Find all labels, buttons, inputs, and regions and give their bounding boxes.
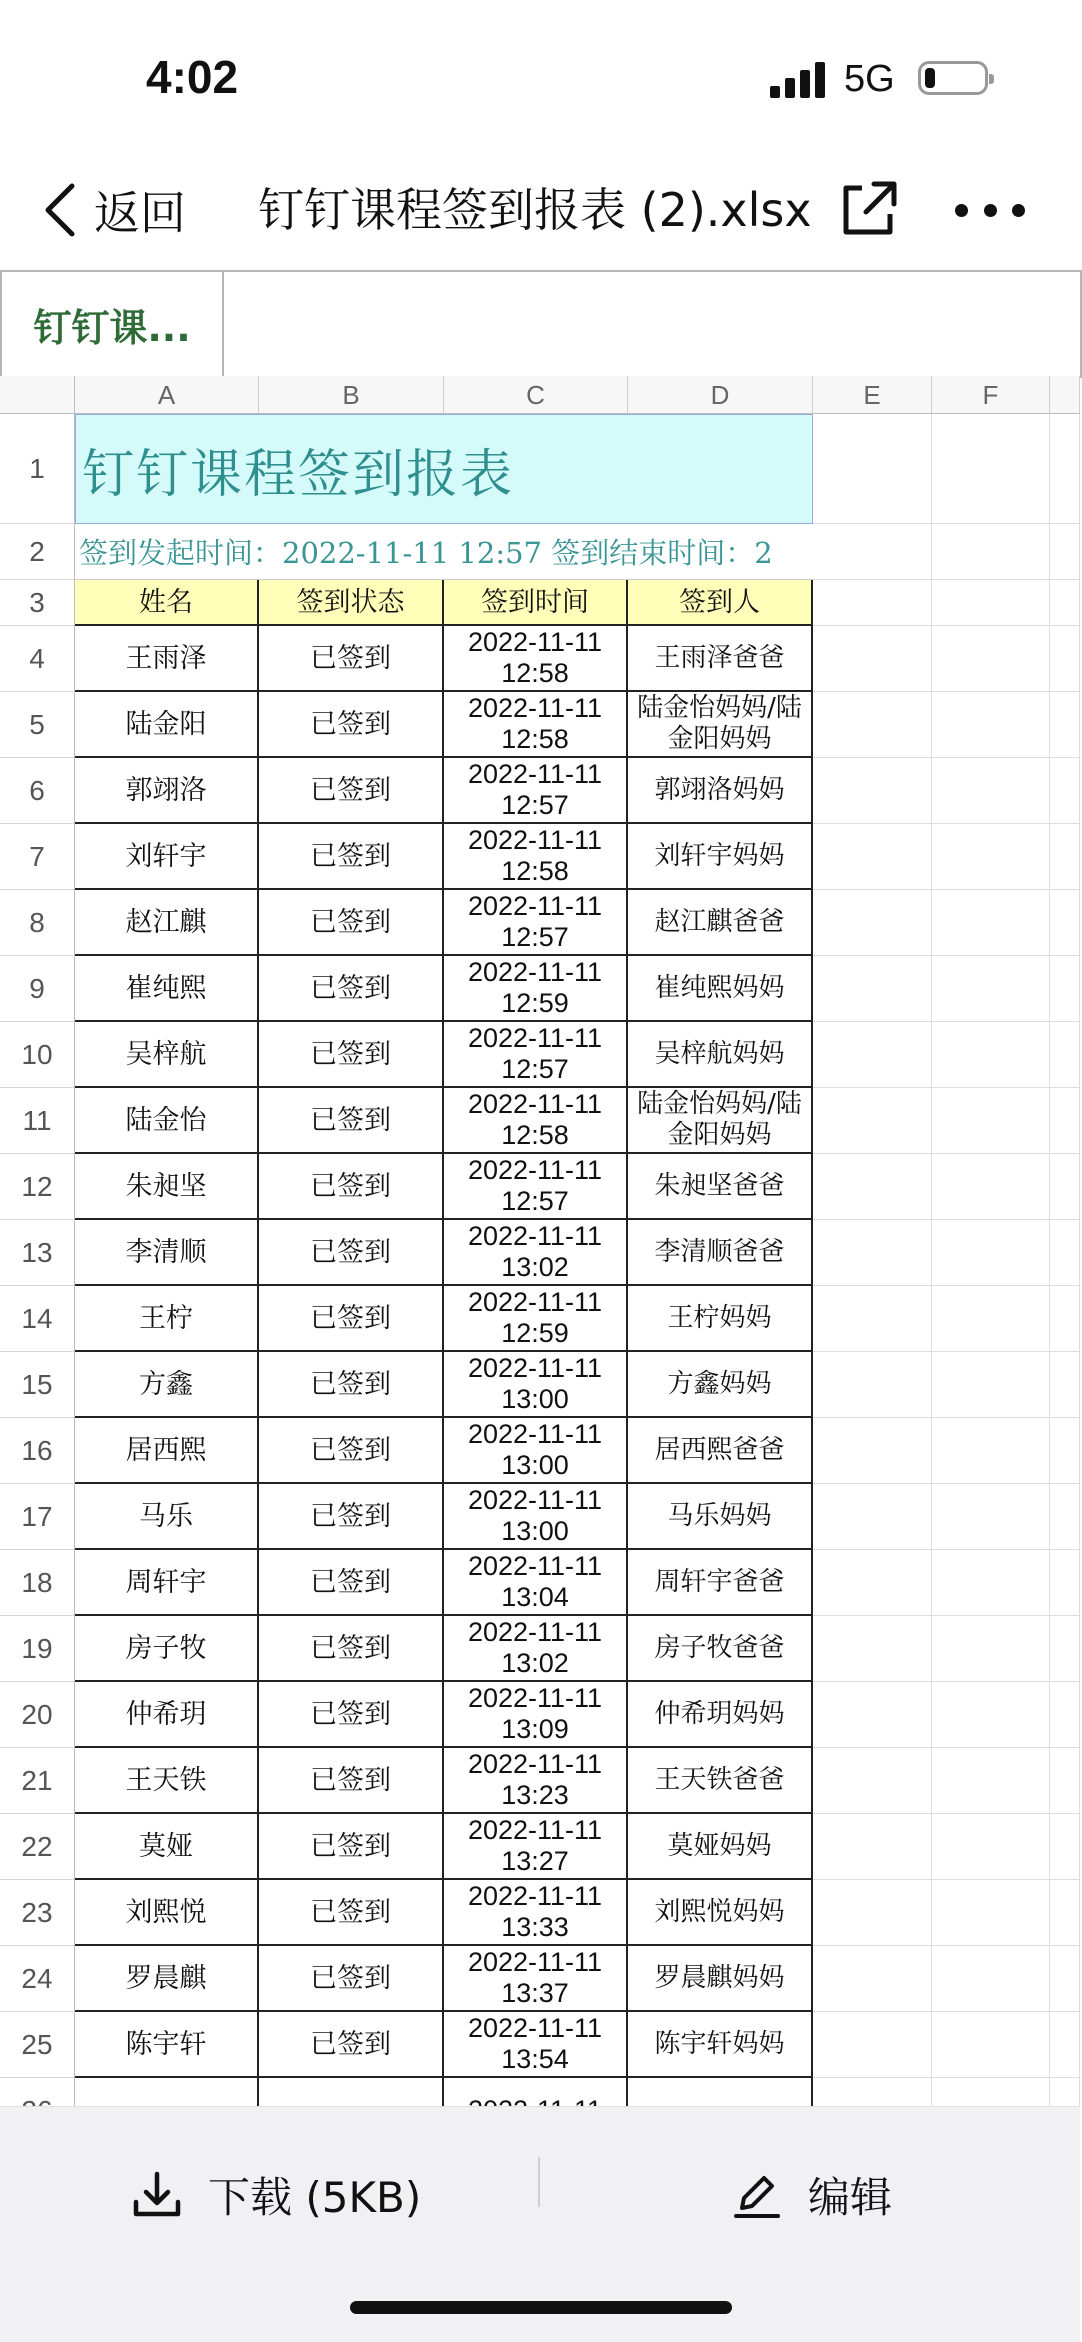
- table-cell-name[interactable]: 马乐: [75, 1484, 259, 1550]
- empty-cell[interactable]: [932, 758, 1050, 824]
- row-header[interactable]: 8: [0, 890, 75, 956]
- table-cell-name[interactable]: 陈宇轩: [75, 2012, 259, 2078]
- status-bar: [0, 0, 1080, 150]
- table-cell-time[interactable]: 2022-11-11 13:04: [444, 1550, 628, 1616]
- row-header[interactable]: 18: [0, 1550, 75, 1616]
- row-header[interactable]: 16: [0, 1418, 75, 1484]
- empty-cell[interactable]: [813, 1154, 932, 1220]
- row-header[interactable]: 23: [0, 1880, 75, 1946]
- table-cell-time[interactable]: 2022-11-11 13:54: [444, 2012, 628, 2078]
- table-cell-person[interactable]: 王柠妈妈: [628, 1286, 813, 1352]
- table-header-cell[interactable]: 签到时间: [444, 580, 628, 626]
- table-cell-person[interactable]: 莫娅妈妈: [628, 1814, 813, 1880]
- empty-cell[interactable]: [1050, 1022, 1080, 1088]
- table-cell-name[interactable]: 崔纯熙: [75, 956, 259, 1022]
- empty-cell[interactable]: [1050, 1550, 1080, 1616]
- empty-cell[interactable]: [932, 1682, 1050, 1748]
- table-cell-person[interactable]: 罗晨麒妈妈: [628, 1946, 813, 2012]
- empty-cell[interactable]: [1050, 414, 1080, 524]
- table-cell-name[interactable]: 郭翊洛: [75, 758, 259, 824]
- row-header[interactable]: 12: [0, 1154, 75, 1220]
- row-header[interactable]: 14: [0, 1286, 75, 1352]
- empty-cell[interactable]: [932, 1748, 1050, 1814]
- back-label: 返回: [94, 186, 186, 240]
- download-label: 下载 (5KB): [208, 2173, 422, 2222]
- table-cell-time[interactable]: 2022-11-11 12:58: [444, 626, 628, 692]
- empty-cell[interactable]: [813, 1022, 932, 1088]
- pencil-icon: [730, 2168, 784, 2222]
- table-cell-status[interactable]: 已签到: [259, 956, 444, 1022]
- table-cell-person[interactable]: 崔纯熙妈妈: [628, 956, 813, 1022]
- table-cell-status[interactable]: 已签到: [259, 1286, 444, 1352]
- table-cell-status[interactable]: 已签到: [259, 626, 444, 692]
- row-header[interactable]: 19: [0, 1616, 75, 1682]
- empty-cell[interactable]: [813, 1946, 932, 2012]
- empty-cell[interactable]: [813, 1418, 932, 1484]
- empty-cell[interactable]: [932, 1484, 1050, 1550]
- row-header-2[interactable]: 2: [0, 524, 75, 580]
- table-cell-name[interactable]: 王天铁: [75, 1748, 259, 1814]
- row-header[interactable]: 17: [0, 1484, 75, 1550]
- empty-cell[interactable]: [932, 1022, 1050, 1088]
- row-header[interactable]: 6: [0, 758, 75, 824]
- table-cell-status[interactable]: 已签到: [259, 890, 444, 956]
- table-cell-person[interactable]: 马乐妈妈: [628, 1484, 813, 1550]
- empty-cell[interactable]: [932, 1616, 1050, 1682]
- empty-cell[interactable]: [932, 2012, 1050, 2078]
- table-cell-time[interactable]: 2022-11-11 12:58: [444, 1088, 628, 1154]
- empty-cell[interactable]: [813, 1352, 932, 1418]
- empty-cell[interactable]: [932, 1418, 1050, 1484]
- file-title: 钉钉课程签到报表 (2).xlsx: [258, 183, 812, 237]
- empty-cell[interactable]: [1050, 1484, 1080, 1550]
- table-cell-status[interactable]: 已签到: [259, 1616, 444, 1682]
- row-header[interactable]: 4: [0, 626, 75, 692]
- empty-cell[interactable]: [813, 824, 932, 890]
- edit-label: 编辑: [808, 2173, 893, 2222]
- empty-cell[interactable]: [932, 1352, 1050, 1418]
- table-cell-person[interactable]: 陆金怡妈妈/陆 金阳妈妈: [628, 692, 813, 758]
- table-cell-time[interactable]: 2022-11-11 13:00: [444, 1484, 628, 1550]
- empty-cell[interactable]: [813, 524, 932, 580]
- column-header-d[interactable]: D: [628, 376, 813, 414]
- signal-icon: [770, 62, 826, 98]
- table-cell-name[interactable]: 刘轩宇: [75, 824, 259, 890]
- network-label: 5G: [844, 58, 895, 100]
- table-cell-name[interactable]: 陆金阳: [75, 692, 259, 758]
- empty-cell[interactable]: [813, 758, 932, 824]
- table-cell-time[interactable]: 2022-11-11 13:02: [444, 1616, 628, 1682]
- row-header[interactable]: 10: [0, 1022, 75, 1088]
- empty-cell[interactable]: [932, 890, 1050, 956]
- table-cell-time[interactable]: 2022-11-11 13:33: [444, 1880, 628, 1946]
- sheet-tab[interactable]: 钉钉课...: [2, 272, 224, 376]
- table-cell-person[interactable]: 吴梓航妈妈: [628, 1022, 813, 1088]
- edit-button[interactable]: [730, 2157, 892, 2233]
- empty-cell[interactable]: [1050, 1286, 1080, 1352]
- table-cell-status[interactable]: 已签到: [259, 1220, 444, 1286]
- row-header[interactable]: 24: [0, 1946, 75, 2012]
- empty-cell[interactable]: [1050, 1088, 1080, 1154]
- table-cell-status[interactable]: 已签到: [259, 1550, 444, 1616]
- share-icon[interactable]: [836, 176, 900, 240]
- empty-cell[interactable]: [813, 692, 932, 758]
- report-info-cell[interactable]: 签到发起时间：2022-11-11 12:57 签到结束时间：2: [75, 524, 813, 580]
- empty-cell[interactable]: [813, 626, 932, 692]
- table-cell-name[interactable]: 赵江麒: [75, 890, 259, 956]
- empty-cell[interactable]: [813, 2012, 932, 2078]
- table-cell-status[interactable]: 已签到: [259, 1484, 444, 1550]
- empty-cell[interactable]: [1050, 758, 1080, 824]
- table-cell-time[interactable]: 2022-11-11 12:57: [444, 890, 628, 956]
- table-cell-status[interactable]: 已签到: [259, 1682, 444, 1748]
- row-header[interactable]: 20: [0, 1682, 75, 1748]
- empty-cell[interactable]: [932, 414, 1050, 524]
- table-cell-person[interactable]: 仲希玥妈妈: [628, 1682, 813, 1748]
- empty-cell[interactable]: [932, 1088, 1050, 1154]
- column-header-b[interactable]: B: [259, 376, 444, 414]
- table-cell-name[interactable]: 莫娅: [75, 1814, 259, 1880]
- table-cell-name[interactable]: 罗晨麒: [75, 1946, 259, 2012]
- table-cell-person[interactable]: 朱昶坚爸爸: [628, 1154, 813, 1220]
- table-cell-person[interactable]: 王雨泽爸爸: [628, 626, 813, 692]
- table-cell-time[interactable]: 2022-11-11 12:58: [444, 824, 628, 890]
- table-cell-time[interactable]: 2022-11-11 13:00: [444, 1418, 628, 1484]
- table-cell-name[interactable]: 陆金怡: [75, 1088, 259, 1154]
- table-cell-name[interactable]: 周轩宇: [75, 1550, 259, 1616]
- row-header-3[interactable]: 3: [0, 580, 75, 626]
- empty-cell[interactable]: [932, 1550, 1050, 1616]
- empty-cell[interactable]: [932, 524, 1050, 580]
- table-cell-time[interactable]: 2022-11-11 12:58: [444, 692, 628, 758]
- empty-cell[interactable]: [932, 626, 1050, 692]
- empty-cell[interactable]: [932, 956, 1050, 1022]
- empty-cell[interactable]: [932, 1220, 1050, 1286]
- empty-cell[interactable]: [1050, 1418, 1080, 1484]
- empty-cell[interactable]: [932, 1946, 1050, 2012]
- table-cell-person[interactable]: 房子牧爸爸: [628, 1616, 813, 1682]
- table-cell-person[interactable]: 陈宇轩妈妈: [628, 2012, 813, 2078]
- empty-cell[interactable]: [932, 1154, 1050, 1220]
- table-cell-status[interactable]: 已签到: [259, 1880, 444, 1946]
- table-cell-time[interactable]: 2022-11-11 13:02: [444, 1220, 628, 1286]
- table-cell-time[interactable]: 2022-11-11 13:09: [444, 1682, 628, 1748]
- empty-cell[interactable]: [1050, 1352, 1080, 1418]
- spreadsheet-grid[interactable]: [0, 376, 1080, 2104]
- table-cell-time[interactable]: 2022-11-11 12:57: [444, 1022, 628, 1088]
- table-cell-name[interactable]: 王柠: [75, 1286, 259, 1352]
- empty-cell[interactable]: [1050, 1814, 1080, 1880]
- table-cell-name[interactable]: 方鑫: [75, 1352, 259, 1418]
- empty-cell[interactable]: [1050, 626, 1080, 692]
- divider: [538, 2157, 540, 2207]
- empty-cell[interactable]: [813, 1880, 932, 1946]
- row-header[interactable]: 21: [0, 1748, 75, 1814]
- row-header[interactable]: 15: [0, 1352, 75, 1418]
- table-cell-name[interactable]: 李清顺: [75, 1220, 259, 1286]
- row-header[interactable]: 11: [0, 1088, 75, 1154]
- table-cell-name[interactable]: 吴梓航: [75, 1022, 259, 1088]
- empty-cell[interactable]: [813, 1682, 932, 1748]
- table-cell-time[interactable]: 2022-11-11 12:59: [444, 1286, 628, 1352]
- empty-cell[interactable]: [1050, 890, 1080, 956]
- table-header-cell[interactable]: 签到人: [628, 580, 813, 626]
- table-cell-status[interactable]: 已签到: [259, 1022, 444, 1088]
- empty-cell[interactable]: [932, 580, 1050, 626]
- empty-cell[interactable]: [932, 824, 1050, 890]
- download-button[interactable]: [130, 2157, 421, 2233]
- table-cell-person[interactable]: 居西熙爸爸: [628, 1418, 813, 1484]
- table-cell-name[interactable]: 仲希玥: [75, 1682, 259, 1748]
- empty-cell[interactable]: [813, 1484, 932, 1550]
- row-header[interactable]: 9: [0, 956, 75, 1022]
- table-cell-status[interactable]: 已签到: [259, 1154, 444, 1220]
- empty-cell[interactable]: [1050, 2012, 1080, 2078]
- table-cell-status[interactable]: 已签到: [259, 1088, 444, 1154]
- empty-cell[interactable]: [932, 692, 1050, 758]
- table-cell-status[interactable]: 已签到: [259, 1748, 444, 1814]
- row-header[interactable]: 5: [0, 692, 75, 758]
- table-cell-time[interactable]: 2022-11-11 13:37: [444, 1946, 628, 2012]
- download-icon: [130, 2168, 184, 2222]
- table-cell-person[interactable]: 方鑫妈妈: [628, 1352, 813, 1418]
- table-cell-status[interactable]: 已签到: [259, 1946, 444, 2012]
- empty-cell[interactable]: [1050, 1682, 1080, 1748]
- empty-cell[interactable]: [1050, 824, 1080, 890]
- chevron-left-icon: [40, 180, 80, 240]
- empty-cell[interactable]: [813, 1286, 932, 1352]
- table-cell-name[interactable]: 房子牧: [75, 1616, 259, 1682]
- table-cell-person[interactable]: 刘熙悦妈妈: [628, 1880, 813, 1946]
- table-cell-time[interactable]: 2022-11-11 13:23: [444, 1748, 628, 1814]
- empty-cell[interactable]: [813, 1220, 932, 1286]
- table-cell-person[interactable]: 赵江麒爸爸: [628, 890, 813, 956]
- empty-cell[interactable]: [1050, 1154, 1080, 1220]
- empty-cell[interactable]: [813, 1088, 932, 1154]
- table-cell-status[interactable]: 已签到: [259, 758, 444, 824]
- table-cell-time[interactable]: 2022-11-11 13:27: [444, 1814, 628, 1880]
- table-cell-status[interactable]: 已签到: [259, 2012, 444, 2078]
- empty-cell[interactable]: [813, 1550, 932, 1616]
- table-cell-name[interactable]: 朱昶坚: [75, 1154, 259, 1220]
- table-cell-person[interactable]: 郭翊洛妈妈: [628, 758, 813, 824]
- empty-cell[interactable]: [1050, 1946, 1080, 2012]
- column-header-c[interactable]: C: [444, 376, 628, 414]
- empty-cell[interactable]: [1050, 956, 1080, 1022]
- empty-cell[interactable]: [813, 580, 932, 626]
- more-icon[interactable]: [955, 190, 1025, 230]
- table-cell-name[interactable]: 刘熙悦: [75, 1880, 259, 1946]
- empty-cell[interactable]: [813, 1748, 932, 1814]
- row-header-1[interactable]: 1: [0, 414, 75, 524]
- table-cell-time[interactable]: 2022-11-11 13:00: [444, 1352, 628, 1418]
- empty-cell[interactable]: [813, 414, 932, 524]
- table-cell-status[interactable]: 已签到: [259, 1814, 444, 1880]
- empty-cell[interactable]: [1050, 524, 1080, 580]
- table-cell-person[interactable]: 王天铁爸爸: [628, 1748, 813, 1814]
- empty-cell[interactable]: [813, 956, 932, 1022]
- back-button[interactable]: [40, 178, 186, 242]
- table-header-cell[interactable]: 签到状态: [259, 580, 444, 626]
- column-header-f[interactable]: F: [932, 376, 1050, 414]
- report-title-cell[interactable]: 钉钉课程签到报表: [75, 414, 813, 524]
- empty-cell[interactable]: [1050, 1748, 1080, 1814]
- empty-cell[interactable]: [932, 1880, 1050, 1946]
- empty-cell[interactable]: [1050, 1880, 1080, 1946]
- table-cell-status[interactable]: 已签到: [259, 824, 444, 890]
- home-indicator: [350, 2301, 732, 2314]
- nav-bar: [0, 150, 1080, 270]
- empty-cell[interactable]: [1050, 692, 1080, 758]
- grid-corner: [0, 376, 75, 414]
- table-cell-name[interactable]: 居西熙: [75, 1418, 259, 1484]
- table-cell-person[interactable]: 李清顺爸爸: [628, 1220, 813, 1286]
- empty-cell[interactable]: [1050, 1220, 1080, 1286]
- table-cell-time[interactable]: 2022-11-11 12:59: [444, 956, 628, 1022]
- status-time: 4:02: [146, 51, 239, 103]
- row-header[interactable]: 13: [0, 1220, 75, 1286]
- column-header-e[interactable]: E: [813, 376, 932, 414]
- sheet-tab-bar: [0, 270, 1082, 378]
- table-cell-time[interactable]: 2022-11-11 12:57: [444, 758, 628, 824]
- table-cell-person[interactable]: 刘轩宇妈妈: [628, 824, 813, 890]
- table-cell-person[interactable]: 陆金怡妈妈/陆 金阳妈妈: [628, 1088, 813, 1154]
- table-cell-status[interactable]: 已签到: [259, 692, 444, 758]
- table-cell-person[interactable]: 周轩宇爸爸: [628, 1550, 813, 1616]
- table-cell-name[interactable]: 王雨泽: [75, 626, 259, 692]
- empty-cell[interactable]: [932, 1286, 1050, 1352]
- column-header-a[interactable]: A: [75, 376, 259, 414]
- battery-icon: [918, 61, 988, 95]
- row-header[interactable]: 7: [0, 824, 75, 890]
- empty-cell[interactable]: [932, 1814, 1050, 1880]
- row-header[interactable]: 25: [0, 2012, 75, 2078]
- empty-cell[interactable]: [813, 1616, 932, 1682]
- table-header-cell[interactable]: 姓名: [75, 580, 259, 626]
- empty-cell[interactable]: [1050, 1616, 1080, 1682]
- table-cell-status[interactable]: 已签到: [259, 1418, 444, 1484]
- empty-cell[interactable]: [813, 1814, 932, 1880]
- row-header[interactable]: 22: [0, 1814, 75, 1880]
- table-cell-status[interactable]: 已签到: [259, 1352, 444, 1418]
- column-header-next[interactable]: [1050, 376, 1080, 414]
- table-cell-time[interactable]: 2022-11-11 12:57: [444, 1154, 628, 1220]
- empty-cell[interactable]: [1050, 580, 1080, 626]
- empty-cell[interactable]: [813, 890, 932, 956]
